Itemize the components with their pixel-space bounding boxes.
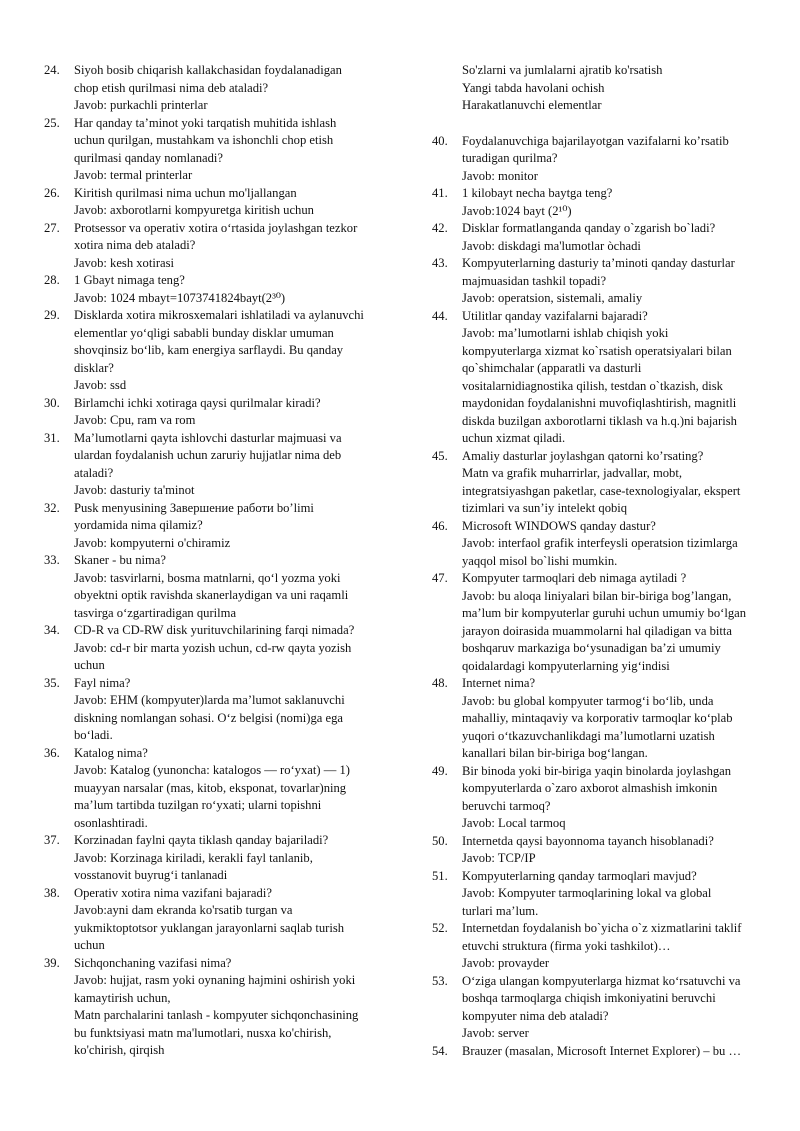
question-text: Disklar formatlanganda qanday o`zgarish bo`ladi? Javob: diskdagi ma'lumotlar òchadi: [462, 221, 716, 253]
question-text: Protsessor va operativ xotira o‘rtasida joylashgan tezkor xotira nima deb ataladi? Javob: kesh xotirasi: [74, 220, 358, 270]
question-item-45: [432, 448, 772, 518]
question-number: 39.: [44, 955, 60, 970]
question-item-33: [44, 552, 396, 622]
question-item-50: [432, 833, 772, 868]
question-item-41: [432, 185, 772, 220]
question-number: 41.: [432, 186, 448, 200]
question-text: Amaliy dasturlar joylashgan qatorni ko’rsating? Matn va grafik muharrirlar, jadvallar, mobt, integratsiyashgan paketlar, case-texnologiyalar, ekspert tizimlari va sun’iy intelekt qobiq: [462, 448, 741, 515]
question-number: 53.: [432, 973, 448, 988]
question-text: Korzinadan faylni qayta tiklash qanday bajariladi? Javob: Korzinaga kiriladi, kerakli fayl tanlanib, vosstanovit buyrug‘i tanlanadi: [74, 833, 329, 882]
question-number: 50.: [432, 833, 448, 848]
question-number: 45.: [432, 448, 448, 463]
question-item-31: [44, 430, 396, 500]
question-number: 30.: [44, 395, 60, 410]
question-number: 47.: [432, 571, 448, 585]
question-item-34: [44, 622, 396, 675]
question-number: 34.: [44, 623, 60, 637]
question-number: 26.: [44, 185, 60, 200]
question-item-29: [44, 307, 396, 395]
question-item-37: [44, 832, 396, 885]
question-text: Sichqonchaning vazifasi nima? Javob: hujjat, rasm yoki oynaning hajmini oshirish yoki kamaytirish uchun, Matn parchalarini tanlash - kompyuter sichqonchasining bu funktsiyasi matn ma'lumotlari, nusxa ko'chirish, ko'chirish, qirqish: [74, 955, 359, 1057]
question-number: 49.: [432, 763, 448, 778]
question-item-39: [44, 955, 396, 1060]
question-number: 32.: [44, 500, 60, 515]
question-item-44: [432, 308, 772, 448]
question-item-36: [44, 745, 396, 833]
question-number: 36.: [44, 745, 60, 760]
question-text: 1 kilobayt necha baytga teng? Javob:1024 bayt (2¹⁰): [462, 186, 613, 218]
question-item-27: [44, 220, 396, 273]
question-text: Disklarda xotira mikrosxemalari ishlatiladi va aylanuvchi elementlar yo‘qligi sababli bunday disklar umuman shovqinsiz bo‘lib, kam energiya sarflaydi. Bu qanday disklar? Javob: ssd: [74, 308, 364, 392]
question-number: 42.: [432, 221, 448, 235]
question-item-53: [432, 973, 772, 1043]
question-item-46: [432, 518, 772, 571]
question-item-30: [44, 395, 396, 430]
question-item-24: [44, 62, 396, 115]
question-item-38: [44, 885, 396, 955]
question-item-49: [432, 763, 772, 833]
question-item-32: [44, 500, 396, 553]
question-text: Katalog nima? Javob: Katalog (yunoncha: katalogos — ro‘yxat) — 1) muayyan narsalar (mas, kitob, eksponat, tovarlar)ning ma’lum tartibda tuzilgan ro‘yxati; ularni topishni osonlashtiradi.: [74, 745, 350, 830]
question-number: 29.: [44, 308, 60, 322]
question-text: Microsoft WINDOWS qanday dastur? Javob: interfaol grafik interfeysli operatsion tizimlarga yaqqol misol bo`lishi mumkin.: [462, 518, 738, 568]
question-text: Operativ xotira nima vazifani bajaradi? Javob:ayni dam ekranda ko'rsatib turgan va yukmiktoptotsor yuklangan jarayonlarni saqlab turish uchun: [74, 885, 345, 952]
question-item-42: [432, 220, 772, 255]
question-number: 38.: [44, 885, 60, 900]
question-item-54: [432, 1043, 772, 1061]
question-text: Kompyuterlarning dasturiy ta’minoti qanday dasturlar majmuasidan tashkil topadi? Javob: operatsion, sistemali, amaliy: [462, 256, 735, 305]
question-text: Internetda qaysi bayonnoma tayanch hisoblanadi? Javob: TCP/IP: [462, 833, 714, 865]
question-text: Ma’lumotlarni qayta ishlovchi dasturlar majmuasi va ulardan foydalanish uchun zaruriy hujjatlar nima deb ataladi? Javob: dasturiy ta'minot: [74, 430, 342, 497]
question-number: 52.: [432, 921, 448, 935]
question-text: Siyoh bosib chiqarish kallakchasidan foydalanadigan chop etish qurilmasi nima deb ataladi? Javob: purkachli printerlar: [74, 63, 342, 112]
question-number: 54.: [432, 1043, 448, 1058]
question-number: 33.: [44, 553, 60, 567]
question-number: 37.: [44, 833, 60, 847]
question-item-47: [432, 570, 772, 675]
question-number: 27.: [44, 220, 60, 235]
question-number: 51.: [432, 868, 448, 883]
question-text: O‘ziga ulangan kompyuterlarga hizmat ko‘rsatuvchi va boshqa tarmoqlarga chiqish imkoniyatini beruvchi kompyuter nima deb ataladi? Javob: server: [462, 973, 741, 1040]
question-number: 46.: [432, 518, 448, 533]
question-text: Birlamchi ichki xotiraga qaysi qurilmalar kiradi? Javob: Cpu, ram va rom: [74, 395, 321, 427]
question-item-26: [44, 185, 396, 220]
question-text: CD-R va CD-RW disk yurituvchilarining farqi nimada? Javob: cd-r bir marta yozish uchun, cd-rw qayta yozish uchun: [74, 623, 355, 672]
question-item-25: [44, 115, 396, 185]
question-item-43: [432, 255, 772, 308]
right-column: [432, 62, 772, 1060]
question-number: 35.: [44, 675, 60, 690]
left-column: [44, 62, 396, 1060]
question-number: 28.: [44, 273, 60, 287]
question-item-40: [432, 133, 772, 186]
question-item-35: [44, 675, 396, 745]
question-number: 48.: [432, 676, 448, 690]
question-number: 25.: [44, 115, 60, 130]
question-number: 31.: [44, 430, 60, 445]
question-text: Kompyuterlarning qanday tarmoqlari mavjud? Javob: Kompyuter tarmoqlarining lokal va global turlari ma’lum.: [462, 868, 712, 918]
question-text: Kompyuter tarmoqlari deb nimaga aytiladi ? Javob: bu aloqa liniyalari bilan bir-biriga bog’langan, ma’lum bir kompyuterlar guruhi uchun umumiy bo‘lgan jarayon doirasida muammolarni hal qiladigan va bitta boshqaruv markaziga bo‘ysunadigan ba’zi umumiy qoidalardagi kompyuterlarning yig‘indisi: [462, 571, 747, 673]
question-number: 43.: [432, 256, 448, 270]
question-text: Utilitlar qanday vazifalarni bajaradi? Javob: ma’lumotlarni ishlab chiqish yoki kompyuterlarga xizmat ko`rsatish operatsiyalari bilan qo`shimchalar (apparatli va dasturli vositalarnidiagnostika qilish, testdan o`tkazish, disk maydonidan foydalanishni muvofiqlashtirish, magnitli diskda buzilgan axborotlarni tiklash va h.q.)ni bajarish uchun xizmat qiladi.: [462, 308, 737, 445]
question-text: Foydalanuvchiga bajarilayotgan vazifalarni ko’rsatib turadigan qurilma? Javob: monitor: [462, 133, 729, 183]
question-number: 40.: [432, 133, 448, 148]
question-number: 44.: [432, 308, 448, 323]
question-number: 24.: [44, 63, 60, 77]
question-text: Bir binoda yoki bir-biriga yaqin binolarda joylashgan kompyuterlarda o`zaro axborot almashish imkonin beruvchi tarmoq? Javob: Local tarmoq: [462, 763, 732, 830]
question-item-51: [432, 868, 772, 921]
question-text: Brauzer (masalan, Microsoft Internet Explorer) – bu …: [462, 1043, 742, 1058]
question-text: Kiritish qurilmasi nima uchun mo'ljallangan Javob: axborotlarni kompyuretga kiritish uchun: [74, 185, 314, 217]
question-text: Internet nima? Javob: bu global kompyuter tarmog‘i bo‘lib, unda mahalliy, mintaqaviy va korporativ tarmoqlar ko‘plab yuqori o‘tkazuvchanlikdagi ma’lumotlarni uzatish kanallari bilan bir-biriga bog‘langan.: [462, 676, 733, 760]
question-text: Har qanday ta’minot yoki tarqatish muhitida ishlash uchun qurilgan, mustahkam va ishonchli chop etish qurilmasi qanday nomlanadi? Javob: termal printerlar: [74, 115, 337, 182]
continuation-text: So'zlarni va jumlalarni ajratib ko'rsatish Yangi tabda havolani ochish Harakatlanuvchi elementlar: [462, 63, 663, 112]
question-text: Internetdan foydalanish bo`yicha o`z xizmatlarini taklif etuvchi struktura (firma yoki tashkilot)… Javob: provayder: [462, 921, 742, 970]
question-item-48: [432, 675, 772, 763]
question-text: Pusk menyusining Завершение работи bo’limi yordamida nima qilamiz? Javob: kompyuterni o'chiramiz: [74, 500, 314, 550]
question-text: 1 Gbayt nimaga teng? Javob: 1024 mbayt=1073741824bayt(2³⁰): [74, 273, 286, 305]
question-item-52: [432, 920, 772, 973]
question-text: Fayl nima? Javob: EHM (kompyuter)larda ma’lumot saklanuvchi diskning nomlangan sohasi. O‘z belgisi (nomi)ga ega bo‘ladi.: [74, 675, 345, 742]
question-item-28: [44, 272, 396, 307]
question-text: Skaner - bu nima? Javob: tasvirlarni, bosma matnlarni, qo‘l yozma yoki obyektni optik ravishda skanerlaydigan va uni raqamli tasvirga o‘zgartiradigan qurilma: [74, 553, 349, 620]
